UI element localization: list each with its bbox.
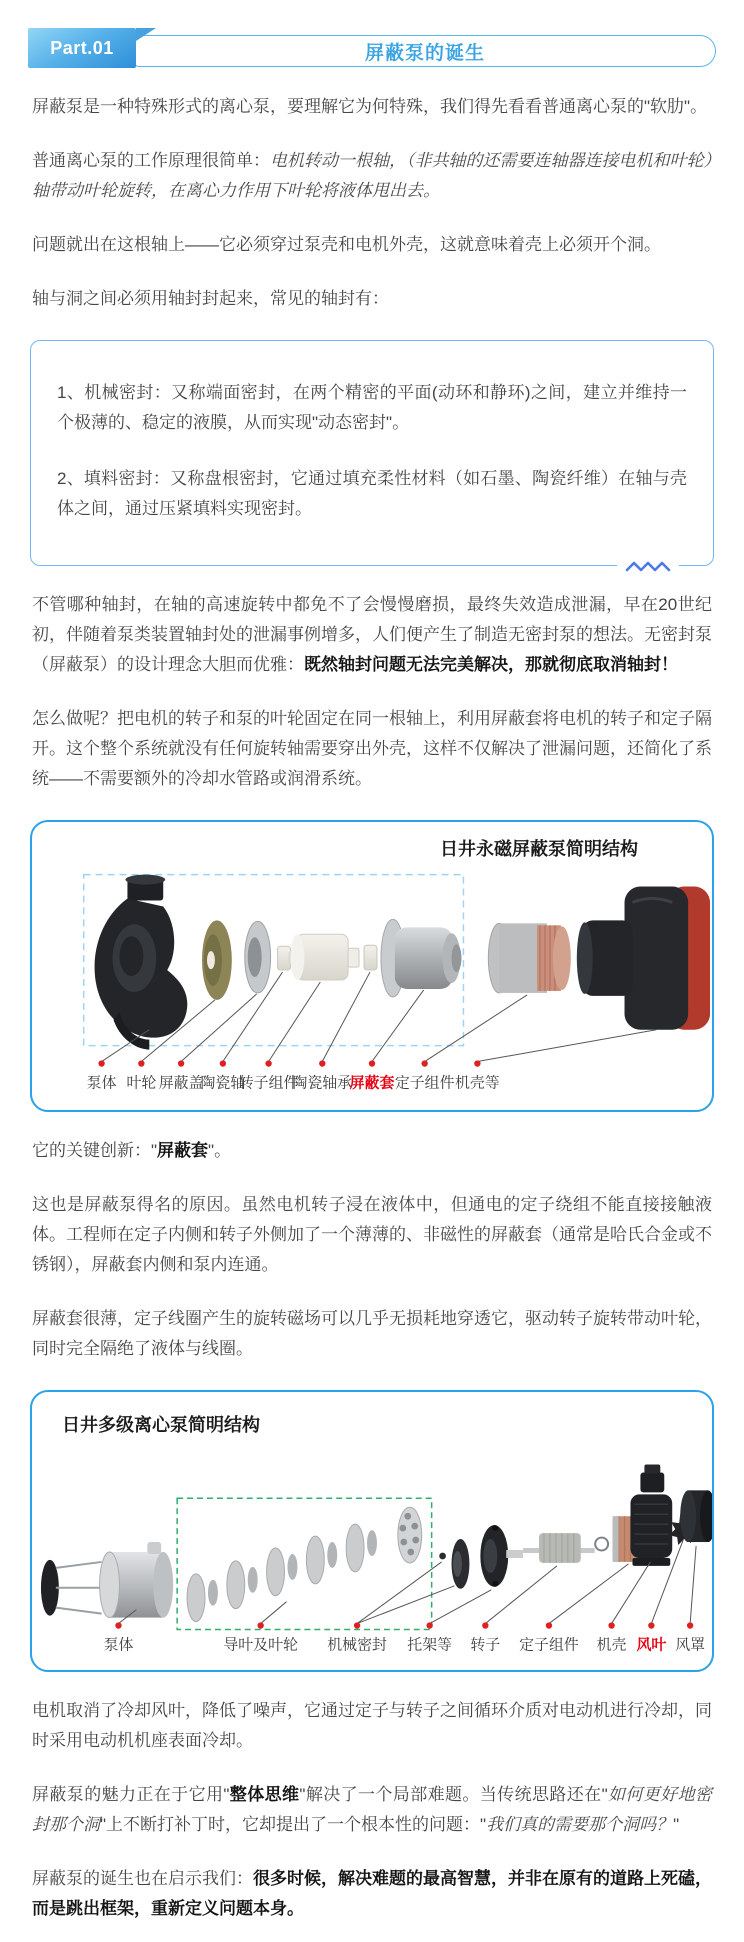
ceramic-bearing-part [364, 945, 377, 970]
diagram-canned-pump [30, 820, 714, 1112]
diffuser-impeller-stages-part [187, 1507, 422, 1621]
rotor-part [523, 1533, 595, 1563]
text-segment: 普通离心泵的工作原理很简单： [32, 151, 270, 170]
text-segment: " [673, 1815, 680, 1834]
part-label: 导叶及叶轮 [223, 1637, 298, 1654]
seal-type-mechanical: 1、机械密封：又称端面密封，在两个精密的平面(动环和静环)之间，建立并维持一个极薄的、稳定的液膜，从而实现"动态密封"。 [57, 383, 687, 432]
diagram1-image [32, 862, 712, 1100]
paragraph-seal-intro: 轴与洞之间必须用轴封封起来，常见的轴封有： [32, 289, 389, 308]
part-label-highlight: 风叶 [636, 1637, 667, 1654]
part-label: 叶轮 [126, 1075, 157, 1092]
paragraph-wear [32, 590, 712, 680]
text-segment-bold: 整体思维 [229, 1785, 300, 1804]
part-label: 机壳 [596, 1637, 627, 1654]
text-segment: "上不断打补丁时，它却提出了一个根本性的问题：" [100, 1815, 487, 1834]
part-label: 陶瓷轴承 [292, 1075, 353, 1092]
text-segment-italic: 如何更好地密封那个洞 [32, 1785, 712, 1834]
text-segment: 不管哪种轴封，在轴的高速旋转中都免不了会慢慢磨损，最终失效造成泄漏，早在20世纪初，伴随着泵类装置轴封处的泄漏事例增多，人们便产生了制造无密封泵的想法。无密封泵（屏蔽泵）的设计理念大胆而优雅： [32, 595, 712, 674]
text-segment: 屏蔽泵的魅力正在于它用" [32, 1785, 230, 1804]
part-label: 泵体 [86, 1075, 117, 1092]
paragraph-how: 怎么做呢？把电机的转子和泵的叶轮固定在同一根轴上，利用屏蔽套将电机的转子和定子隔开。这个整个系统就没有任何旋转轴需要穿出外壳，这样不仅解决了泄漏问题，还简化了系统——不需要额外的冷却水管路或润滑系统。 [32, 709, 712, 788]
shield-cover-part [245, 921, 271, 993]
diagram2-title: 日井多级离心泵简明结构 [62, 1415, 260, 1435]
section-title: 屏蔽泵的诞生 [364, 42, 485, 64]
paragraph-problem: 问题就出在这根轴上——它必须穿过泵壳和电机外壳，这就意味着壳上必须开个洞。 [32, 235, 661, 254]
fan-cover-part [680, 1490, 712, 1542]
text-segment-italic: 我们真的需要那个洞吗？ [486, 1815, 674, 1834]
paragraph-thin-sleeve: 屏蔽套很薄，定子线圈产生的旋转磁场可以几乎无损耗地穿透它，驱动转子旋转带动叶轮，同时完全隔绝了液体与线圈。 [32, 1309, 712, 1358]
paragraph-holistic [32, 1780, 712, 1840]
section-title-bar [134, 35, 716, 67]
mechanical-seal-part [452, 1539, 470, 1589]
shield-sleeve-part [381, 919, 462, 997]
stator-assembly-part [488, 923, 571, 993]
text-segment-bold: 屏蔽套 [157, 1141, 209, 1160]
part-badge [28, 28, 136, 68]
text-segment-bold: 很多时候，解决难题的最高智慧，并非在原有的道路上死磕，而是跳出框架，重新定义问题本身。 [32, 1869, 712, 1918]
text-segment: "。 [208, 1141, 232, 1160]
part-label: 定子组件 [394, 1075, 455, 1092]
part-label: 定子组件 [519, 1637, 579, 1654]
motor-housing-part [630, 1464, 672, 1565]
part-badge-label: Part.01 [50, 37, 114, 58]
seal-type-packing: 2、填料密封：又称盘根密封，它通过填充柔性材料（如石墨、陶瓷纤维）在轴与壳体之间，通过压紧填料实现密封。 [57, 469, 687, 518]
diagram2-image [32, 1438, 712, 1660]
wave-decoration-icon [617, 559, 679, 573]
small-seal-part [439, 1553, 446, 1560]
paragraph-intro: 屏蔽泵是一种特殊形式的离心泵，要理解它为何特殊，我们得先看看普通离心泵的"软肋"。 [32, 97, 708, 116]
text-segment-italic: 电机转动一根轴，（非共轴的还需要连轴器连接电机和叶轮）轴带动叶轮旋转，在离心力作用下叶轮将液体甩出去。 [32, 151, 712, 200]
impeller-part [202, 920, 232, 1000]
paragraph-naming: 这也是屏蔽泵得名的原因。虽然电机转子浸在液体中，但通电的定子绕组不能直接接触液体。工程师在定子内侧和转子外侧加了一个薄薄的、非磁性的屏蔽套（通常是哈氏合金或不锈钢），屏蔽套内侧和泵内连通。 [32, 1195, 712, 1274]
part-label: 转子 [470, 1637, 501, 1654]
diagram1-title: 日井永磁屏蔽泵简明结构 [440, 839, 638, 859]
paragraph-principle [32, 146, 712, 206]
part-label: 风罩 [675, 1637, 706, 1654]
part-label: 托架等 [407, 1637, 453, 1654]
part-label: 屏蔽盖 [158, 1075, 204, 1092]
part-label: 机械密封 [327, 1637, 387, 1654]
part-label: 陶瓷轴 [200, 1075, 246, 1092]
part-label: 泵体 [103, 1637, 134, 1654]
seal-types-box [30, 340, 714, 566]
text-segment: 它的关键创新：" [32, 1141, 158, 1160]
paragraph-cooling: 电机取消了冷却风叶，降低了噪声，它通过定子与转子之间循环介质对电动机进行冷却，同时采用电动机机座表面冷却。 [32, 1701, 712, 1750]
paragraph-key-innovation [32, 1136, 712, 1166]
section-header [28, 28, 716, 68]
text-segment-bold: 既然轴封问题无法完美解决，那就彻底取消轴封！ [304, 655, 678, 674]
rotor-assembly-part [288, 934, 359, 980]
pump-body-part [95, 875, 188, 1050]
part-label-highlight: 屏蔽套 [349, 1075, 395, 1092]
end-cap-part [41, 1560, 102, 1616]
motor-housing-part [577, 887, 710, 1030]
pump-body-part [100, 1542, 174, 1618]
text-segment: 屏蔽泵的诞生也在启示我们： [32, 1869, 253, 1888]
part-label: 机壳等 [455, 1075, 500, 1092]
diagram-multistage-pump [30, 1390, 714, 1672]
bracket-part [480, 1525, 523, 1587]
part-label: 转子组件 [238, 1075, 299, 1092]
snap-ring-part [595, 1538, 608, 1551]
badge-ribbon-flap-icon [136, 28, 156, 41]
paragraph-conclusion [32, 1864, 712, 1924]
text-segment: "解决了一个局部难题。当传统思路还在" [299, 1785, 608, 1804]
